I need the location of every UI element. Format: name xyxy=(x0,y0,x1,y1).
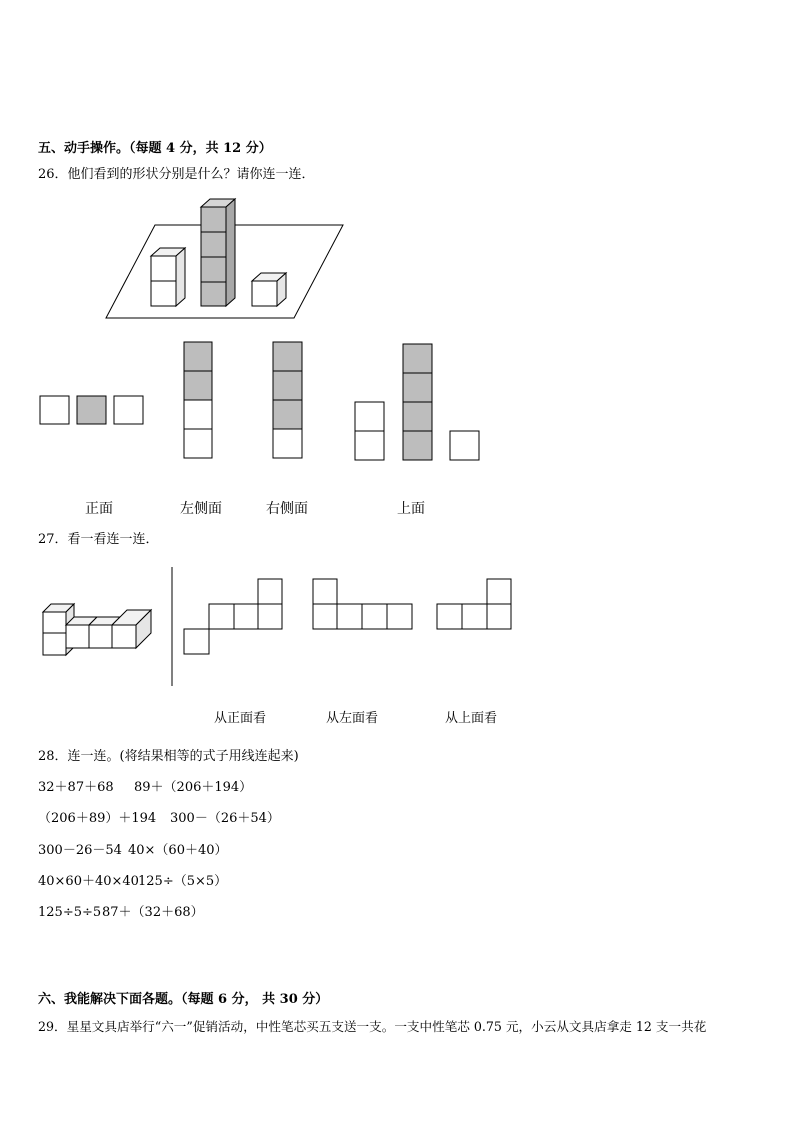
q27-view-a xyxy=(184,579,282,654)
view-option-4 xyxy=(355,344,479,460)
middle-cube-stack xyxy=(201,199,235,306)
expr-right-3: 40×（60＋40） xyxy=(128,843,228,858)
left-cube-stack xyxy=(151,248,185,306)
expr-right-2: 300－（26＋54） xyxy=(170,811,280,826)
expr-left-1: 32＋87＋68 xyxy=(38,780,114,795)
question-29-text: 29．星星文具店举行“六一”促销活动，中性笔芯买五支送一支。一支中性笔芯 0.75 元，小云从文具店拿走 12 支一共花 xyxy=(38,1019,707,1034)
section-5-heading: 五、动手操作。（每题 4 分，共 12 分） xyxy=(38,141,272,156)
question-28-prompt: 28．连一连。(将结果相等的式子用线连起来) xyxy=(38,749,299,764)
section-6-heading: 六、我能解决下面各题。（每题 6 分， 共 30 分） xyxy=(38,992,329,1007)
view-option-3 xyxy=(273,342,302,458)
q27-view-c xyxy=(437,579,511,629)
label-from-front: 从正面看 xyxy=(214,711,267,726)
view-label-left: 左侧面 xyxy=(180,501,222,517)
expr-left-2: （206＋89）＋194 xyxy=(38,811,157,826)
expr-right-1: 89＋（206＋194） xyxy=(134,780,253,795)
view-option-1 xyxy=(40,396,143,424)
expr-left-5: 125÷5÷5 xyxy=(38,905,102,920)
view-option-2 xyxy=(184,342,212,458)
view-label-front: 正面 xyxy=(85,501,113,517)
view-label-top: 上面 xyxy=(397,501,425,517)
view-label-right: 右侧面 xyxy=(266,501,308,517)
label-from-top: 从上面看 xyxy=(445,711,498,726)
expr-left-3: 300－26－54 xyxy=(38,843,122,858)
expr-right-4: 125÷（5×5） xyxy=(138,874,228,889)
question-27-prompt: 27．看一看连一连． xyxy=(38,532,159,547)
q27-cube-arrangement xyxy=(43,604,151,655)
question-26-prompt: 26．他们看到的形状分别是什么？请你连一连． xyxy=(38,167,315,182)
cube-scene-figure xyxy=(106,199,343,318)
expr-right-5: 87＋（32＋68） xyxy=(102,905,204,920)
label-from-left: 从左面看 xyxy=(326,711,379,726)
right-single-cube xyxy=(252,273,286,306)
expr-left-4: 40×60＋40×40 xyxy=(38,874,139,889)
q27-view-b xyxy=(313,579,412,629)
